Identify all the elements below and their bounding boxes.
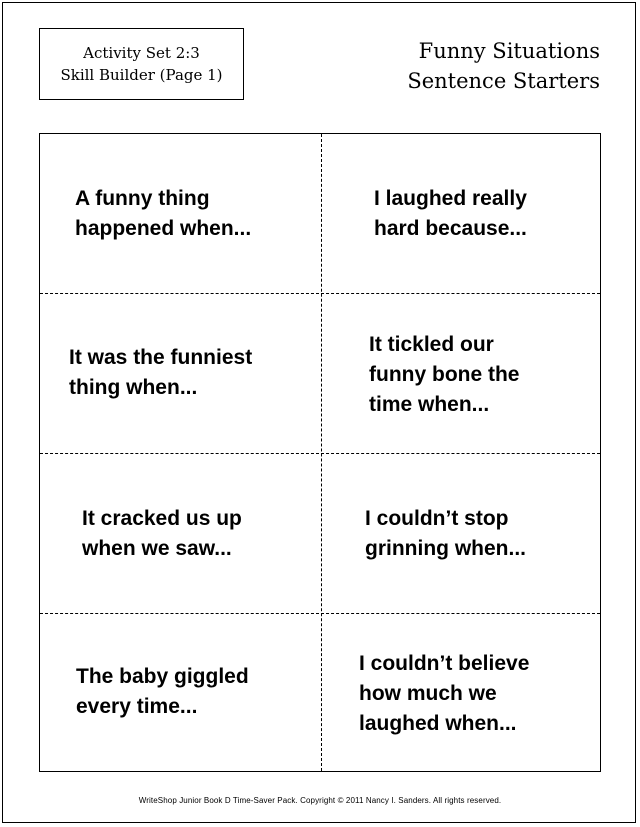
card-8: I couldn’t believe how much we laughed when...: [359, 652, 530, 735]
card-7: The baby giggled every time...: [76, 665, 249, 718]
sentence-starter-cards: [39, 133, 601, 772]
card-4: It tickled our funny bone the time when...: [369, 333, 520, 416]
skill-builder-label: Skill Builder (Page 1): [60, 66, 223, 84]
card-1: A funny thing happened when...: [75, 187, 252, 240]
horizontal-cut-line: [40, 293, 600, 294]
horizontal-cut-line: [40, 453, 600, 454]
card-6: I couldn’t stop grinning when...: [365, 507, 526, 560]
card-3: It was the funniest thing when...: [69, 346, 253, 399]
title-line-1: Funny Situations: [418, 39, 600, 63]
horizontal-cut-line: [40, 613, 600, 614]
card-2: I laughed really hard because...: [374, 187, 527, 240]
activity-set-box: [39, 28, 244, 100]
card-5: It cracked us up when we saw...: [82, 507, 242, 560]
page-title: [407, 36, 600, 96]
copyright-footer: WriteShop Junior Book D Time-Saver Pack. Copyright © 2011 Nancy I. Sanders. All rights reserved.: [138, 796, 502, 805]
title-line-2: Sentence Starters: [407, 69, 600, 93]
activity-set-label: Activity Set 2:3: [83, 44, 200, 62]
